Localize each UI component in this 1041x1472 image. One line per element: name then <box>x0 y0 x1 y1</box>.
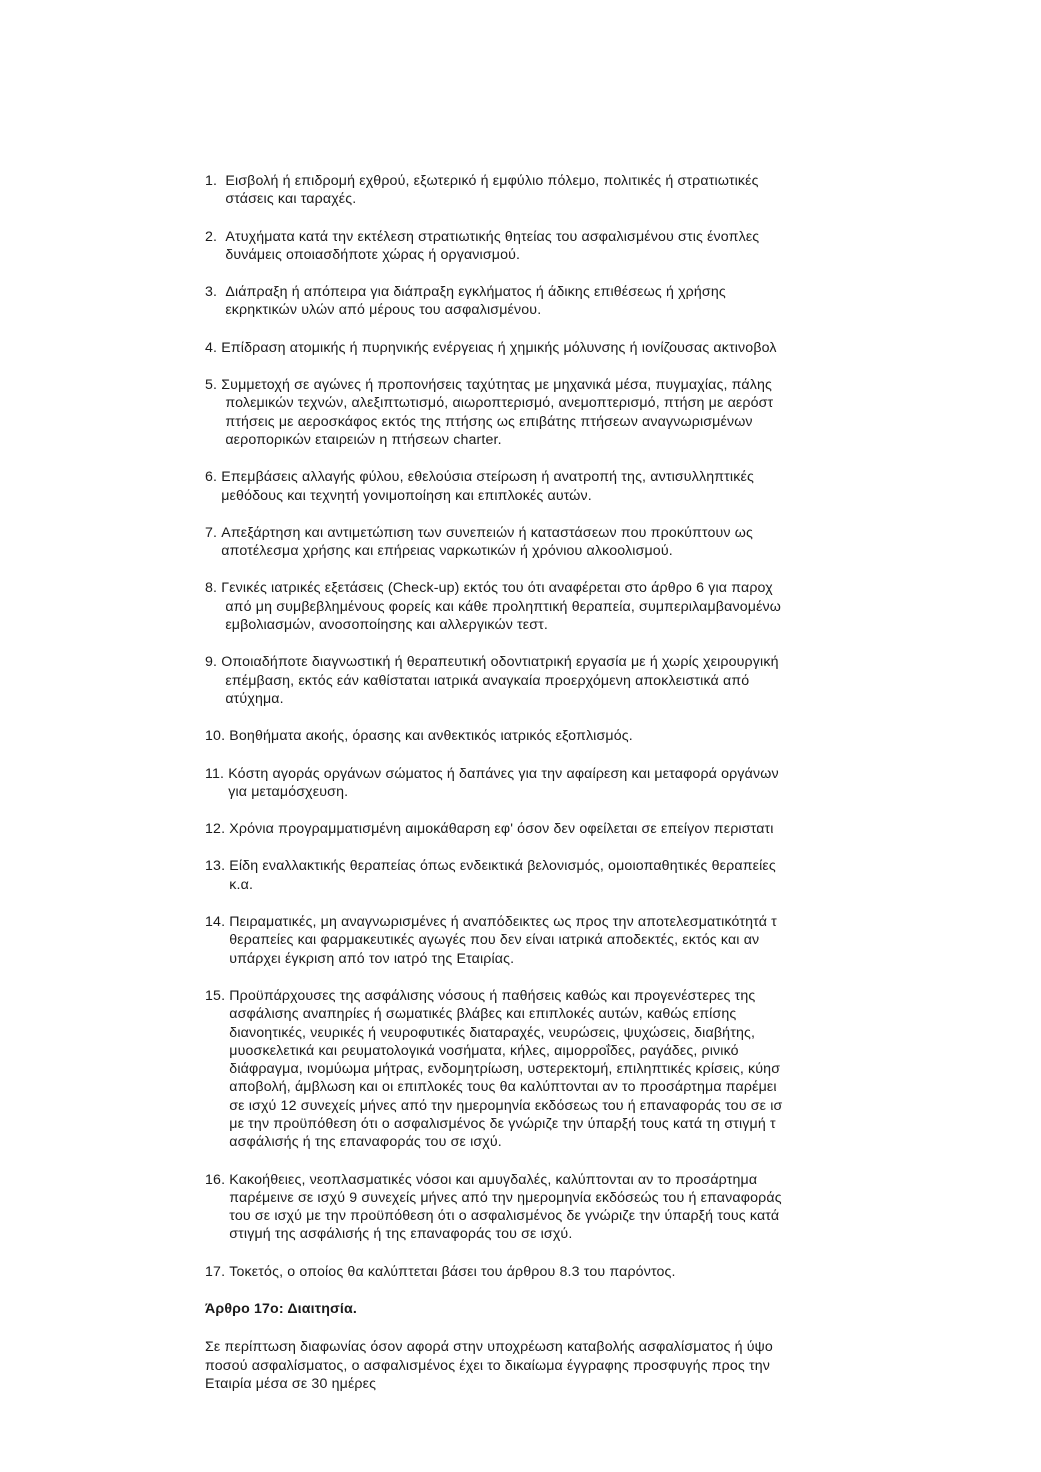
list-item <box>205 727 889 745</box>
list-item <box>205 283 889 320</box>
list-item-text: Χρόνια προγραμματισμένη αιμοκάθαρση εφ' όσον δεν οφείλεται σε επείγον περιστατι <box>229 821 774 838</box>
list-item-text: Επεμβάσεις αλλαγής φύλου, εθελούσια στείρωση ή ανατροπή της, αντισυλληπτικές μεθόδους και τεχνητή γονιμοποίηση και επιπλοκές αυτών. <box>221 469 754 504</box>
list-item-text: Ατυχήματα κατά την εκτέλεση στρατιωτικής θητείας του ασφαλισμένου στις ένοπλες δυνάμεις οποιασδήποτε χώρας ή οργανισμού. <box>225 228 760 263</box>
list-item-number: 10. <box>205 728 230 745</box>
list-item-number: 4. <box>205 339 222 356</box>
list-item-number: 17. <box>205 1263 230 1280</box>
list-item <box>205 524 889 561</box>
list-item-text: Οποιαδήποτε διαγνωστική ή θεραπευτική οδοντιατρική εργασία με ή χωρίς χειρουργική επέμβαση, εκτός εάν καθίσταται ιατρικά αναγκαία προερχόμενη αποκλειστικά από ατύχημα. <box>221 654 779 707</box>
list-item-number: 1. <box>205 173 226 189</box>
list-item-text: Προϋπάρχουσες της ασφάλισης νόσους ή παθήσεις καθώς και προγενέστερες της ασφάλισης αναπηρίες ή σωματικές βλάβες και επιπλοκές αυτών, καθώς επίσης διανοητικές, νευρικές ή νευροφυτικές διαταραχές, νευρώσεις, ψυχώσεις, διαβήτης, μυοσκελετικά και ρευματολογικά νοσήματα, κήλες, αιμορροΐδες, ραγάδες, ρινικό διάφραγμα, ινομύωμα μήτρας, ενδομητρίωση, υστερεκτομή, επιληπτικές κρίσεις, κύησ αποβολή, άμβλωση και οι επιπλοκές τους θα καλύπτονται αν το προσάρτημα παρέμει σε ισχύ 12 συνεχείς μήνες από την ημερομηνία εκδόσεως του ή επαναφοράς του σε ισ με την προϋπόθεση ότι ο ασφαλισμένος δε γνώριζε την ύπαρξή τους κατά τη στιγμή τ ασφάλισής ή της επαναφοράς του σε ισχύ. <box>229 987 783 1151</box>
list-item-number: 13. <box>205 858 230 875</box>
list-item-text: Πειραματικές, μη αναγνωρισμένες ή αναπόδεικτες ως προς την αποτελεσματικότητά τ θεραπείες και φαρμακευτικές αγωγές που δεν είναι ιατρικά αποδεκτές, εκτός και αν υπάρχει έγκριση από τον ιατρό της Εταιρίας. <box>229 914 777 967</box>
list-item-number: 3. <box>205 284 226 301</box>
list-item <box>205 820 889 838</box>
list-item-text: Διάπραξη ή απόπειρα για διάπραξη εγκλήματος ή άδικης επιθέσεως ή χρήσης εκρηκτικών υλών από μέρους του ασφαλισμένου. <box>225 284 726 319</box>
list-item-text: Επίδραση ατομικής ή πυρηνικής ενέργειας ή χημικής μόλυνσης ή ιονίζουσας ακτινοβολ <box>221 339 777 356</box>
list-item-text: Κακοήθειες, νεοπλασματικές νόσοι και αμυγδαλές, καλύπτονται αν το προσάρτημα παρέμεινε σε ισχύ 9 συνεχείς μήνες από την ημερομηνία εκδόσεώς του ή επαναφοράς του σε ισχύ με την προϋπόθεση ότι ο ασφαλισμένος δε γνώριζε την ύπαρξή τους κατά στιγμή της ασφάλισής ή της επαναφοράς του σε ισχύ. <box>229 1171 782 1243</box>
list-item-text: Είδη εναλλακτικής θεραπείας όπως ενδεικτικά βελονισμός, ομοιοπαθητικές θεραπείες κ.α. <box>229 858 776 893</box>
list-item <box>205 913 889 968</box>
list-item <box>205 468 889 505</box>
list-item-text: Εισβολή ή επιδρομή εχθρού, εξωτερικό ή εμφύλιο πόλεμο, πολιτικές ή στρατιωτικές στάσεις και ταραχές. <box>225 173 759 208</box>
list-item <box>205 228 889 265</box>
list-item-text: Βοηθήματα ακοής, όρασης και ανθεκτικός ιατρικός εξοπλισμός. <box>229 728 633 745</box>
list-item-number: 16. <box>205 1171 230 1188</box>
arbitration-paragraph: Σε περίπτωση διαφωνίας όσον αφορά στην υποχρέωση καταβολής ασφαλίσματος ή ύψο ποσού ασφαλίσματος, ο ασφαλισμένος έχει το δικαίωμα έγγραφης προσφυγής προς την Εταιρία μέσα σε 30 ημέρες <box>205 1339 773 1392</box>
list-item-number: 12. <box>205 821 230 838</box>
exclusions-list <box>205 172 889 1281</box>
list-item-number: 2. <box>205 228 226 245</box>
list-item-text: Απεξάρτηση και αντιμετώπιση των συνεπειών ή καταστάσεων που προκύπτουν ως αποτέλεσμα χρήσης και επήρειας ναρκωτικών ή χρόνιου αλκοολισμού. <box>221 524 753 560</box>
list-item-number: 11. <box>205 765 229 782</box>
list-item <box>205 1171 889 1244</box>
list-item <box>205 765 889 802</box>
list-item-number: 8. <box>205 580 222 597</box>
list-item-number: 9. <box>205 654 222 671</box>
list-item <box>205 987 889 1152</box>
list-item-number: 5. <box>205 377 222 394</box>
list-item-number: 15. <box>205 987 230 1004</box>
article-heading: Άρθρο 17ο: Διαιτησία. <box>205 1301 357 1318</box>
list-item-text: Τοκετός, ο οποίος θα καλύπτεται βάσει του άρθρου 8.3 του παρόντος. <box>229 1263 676 1280</box>
list-item <box>205 172 889 209</box>
list-item-number: 6. <box>205 469 222 486</box>
list-item-text: Γενικές ιατρικές εξετάσεις (Check-up) εκτός του ότι αναφέρεται στο άρθρο 6 για παροχ από μη συμβεβλημένους φορείς και κάθε προληπτική θεραπεία, συμπεριλαμβανομένω εμβολιασμών, ανοσοποίησης και αλλεργικών τεστ. <box>221 580 782 634</box>
list-item <box>205 653 889 708</box>
document-page <box>205 172 889 1393</box>
list-item-text: Συμμετοχή σε αγώνες ή προπονήσεις ταχύτητας με μηχανικά μέσα, πυγμαχίας, πάλης πολεμικών τεχνών, αλεξιπτωτισμό, αιωροπτερισμό, ανεμοπτερισμό, πτήση με αερόστ πτήσεις με αεροσκάφος εκτός της πτήσης ως επιβάτης πτήσεων αναγνωρισμένων αεροπορικών εταιρειών η πτήσεων charter. <box>221 377 774 448</box>
list-item <box>205 376 889 449</box>
list-item-number: 7. <box>205 524 222 541</box>
list-item <box>205 579 889 634</box>
list-item-text: Κόστη αγοράς οργάνων σώματος ή δαπάνες για την αφαίρεση και μεταφορά οργάνων για μεταμόσχευση. <box>228 765 779 800</box>
list-item <box>205 857 889 894</box>
list-item <box>205 339 889 357</box>
list-item <box>205 1263 889 1281</box>
list-item-number: 14. <box>205 914 230 931</box>
